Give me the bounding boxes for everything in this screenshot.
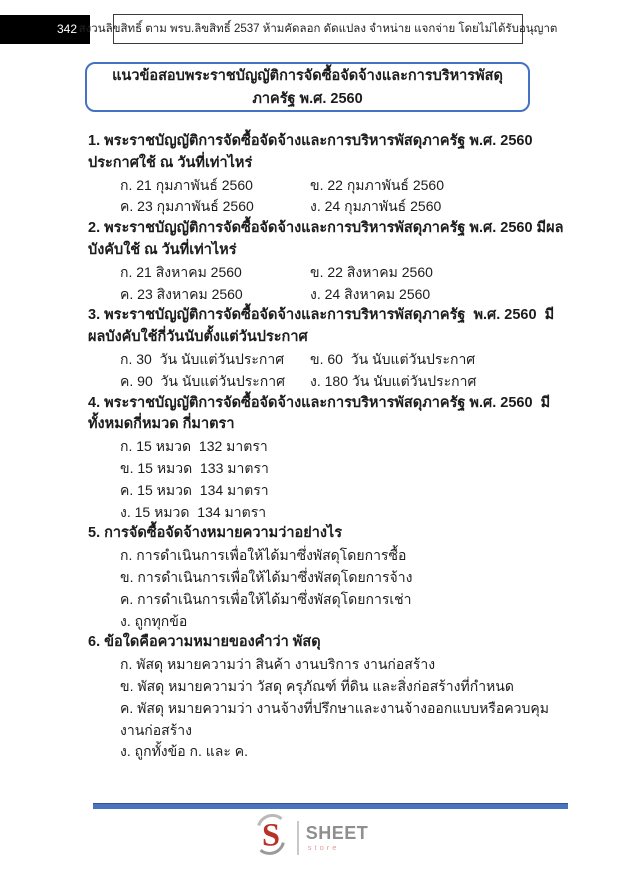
option-text: 180 วัน นับแต่วันประกาศ [324, 372, 477, 389]
option-text: 24 กุมภาพันธ์ 2560 [324, 198, 442, 215]
option-label: ก. [120, 176, 133, 193]
question-block [88, 305, 564, 392]
option-label: ข. [120, 459, 134, 476]
answer-option [120, 262, 310, 284]
copyright-notice-box [78, 14, 558, 44]
answer-option [310, 262, 564, 284]
answer-option [120, 458, 564, 480]
question-stem: 3. พระราชบัญญัติการจัดซื้อจัดจ้างและการบริหารพัสดุภาครัฐ พ.ศ. 2560 มีผลบังคับใช้กี่วันนับตั้งแต่วันประกาศ [88, 307, 555, 346]
svg-text:S: S [261, 816, 280, 853]
option-text: 22 สิงหาคม 2560 [327, 263, 433, 280]
answer-option [120, 436, 564, 458]
option-label: ก. [120, 547, 133, 564]
option-label: ค. [120, 481, 134, 498]
question-stem: 1. พระราชบัญญัติการจัดซื้อจัดจ้างและการบริหารพัสดุภาครัฐ พ.ศ. 2560 ประกาศใช้ ณ วันที่เท่าไหร่ [88, 133, 537, 171]
answer-option [120, 611, 564, 633]
question-options [88, 175, 564, 219]
option-label: ข. [310, 350, 324, 367]
footer-logo [0, 814, 620, 861]
option-text: 23 สิงหาคม 2560 [137, 285, 243, 302]
question-stem: 2. พระราชบัญญัติการจัดซื้อจัดจ้างและการบริหารพัสดุภาครัฐ พ.ศ. 2560 มีผลบังคับใช้ ณ วันที่เท่าไหร่ [88, 220, 564, 258]
answer-option [120, 545, 564, 567]
question-block [88, 131, 564, 218]
option-text: พัสดุ หมายความว่า สินค้า งานบริการ งานก่อสร้าง [136, 656, 436, 673]
question-stem: 5. การจัดซื้อจัดจ้างหมายความว่าอย่างไร [88, 525, 343, 542]
answer-option [120, 196, 310, 218]
answer-option [120, 654, 564, 676]
option-text: พัสดุ หมายความว่า วัสดุ ครุภัณฑ์ ที่ดิน และสิ่งก่อสร้างที่กำหนด [137, 677, 514, 694]
copyright-notice-text: สงวนลิขสิทธิ์ ตาม พรบ.ลิขสิทธิ์ 2537 ห้ามคัดลอก ดัดแปลง จำหน่าย แจกจ่าย โดยไม่ได้รับอนุญาต [78, 23, 558, 35]
option-label: ง. [120, 503, 131, 520]
option-text: การดำเนินการเพื่อให้ได้มาซึ่งพัสดุโดยการซื้อ [136, 547, 407, 564]
questions [88, 131, 564, 763]
page-number-tab [0, 15, 90, 44]
page-number: 342 [56, 22, 77, 36]
footer-divider-rule [93, 803, 568, 809]
option-text: 90 วัน นับแต่วันประกาศ [137, 372, 285, 389]
answer-option [120, 589, 564, 611]
answer-option [310, 196, 564, 218]
document-title: แนวข้อสอบพระราชบัญญัติการจัดซื้อจัดจ้างและการบริหารพัสดุภาครัฐ พ.ศ. 2560 [112, 68, 503, 107]
option-text: การดำเนินการเพื่อให้ได้มาซึ่งพัสดุโดยการจ้าง [137, 568, 413, 585]
answer-option [310, 175, 564, 197]
option-label: ค. [120, 198, 134, 215]
answer-option [120, 175, 310, 197]
sheet-store-s-mark-icon [252, 814, 290, 861]
question-block [88, 523, 564, 632]
answer-option [120, 502, 564, 524]
question-options [88, 349, 564, 393]
question-block [88, 218, 564, 305]
option-label: ง. [310, 285, 321, 302]
option-text: 22 กุมภาพันธ์ 2560 [327, 176, 444, 193]
answer-option [120, 741, 564, 763]
option-text: 15 หมวด 134 มาตรา [137, 481, 269, 498]
option-text: พัสดุ หมายความว่า งานจ้างที่ปรึกษาและงานจ้างออกแบบหรือควบคุมงานก่อสร้าง [120, 699, 549, 738]
option-label: ก. [120, 656, 133, 673]
question-stem: 4. พระราชบัญญัติการจัดซื้อจัดจ้างและการบริหารพัสดุภาครัฐ พ.ศ. 2560 มีทั้งหมดกี่หมวด กี่มาตรา [88, 394, 551, 433]
question-block [88, 393, 564, 524]
question-options [88, 262, 564, 306]
answer-option [120, 698, 564, 742]
option-label: ง. [310, 372, 321, 389]
answer-option [120, 284, 310, 306]
answer-option [120, 567, 564, 589]
option-text: ถูกทั้งข้อ ก. และ ค. [134, 743, 249, 760]
option-text: 24 สิงหาคม 2560 [324, 285, 431, 302]
question-block [88, 632, 564, 763]
option-label: ข. [310, 263, 324, 280]
option-label: ก. [120, 438, 133, 455]
option-label: ค. [120, 372, 134, 389]
option-label: ค. [120, 285, 134, 302]
answer-option [310, 371, 564, 393]
answer-option [120, 349, 310, 371]
brand-subtitle: store [307, 842, 340, 852]
option-text: 15 หมวด 133 มาตรา [137, 459, 269, 476]
answer-option [120, 676, 564, 698]
logo-divider [297, 821, 299, 855]
option-label: ก. [120, 263, 133, 280]
option-label: ข. [120, 677, 134, 694]
option-text: 15 หมวด 132 มาตรา [136, 438, 268, 455]
option-text: 30 วัน นับแต่วันประกาศ [136, 350, 285, 367]
option-label: ข. [120, 568, 134, 585]
option-text: 21 สิงหาคม 2560 [136, 263, 242, 280]
question-stem: 6. ข้อใดคือความหมายของคำว่า พัสดุ [88, 634, 321, 651]
document-title-box [85, 62, 530, 112]
answer-option [120, 371, 310, 393]
question-options [88, 436, 564, 523]
option-label: ก. [120, 350, 133, 367]
option-label: ค. [120, 590, 134, 607]
answer-option [310, 349, 564, 371]
option-label: ง. [120, 743, 131, 760]
option-text: ถูกทุกข้อ [134, 612, 188, 629]
question-options [88, 545, 564, 632]
answer-option [120, 480, 564, 502]
option-label: ข. [310, 176, 324, 193]
brand-name: SHEET [305, 822, 369, 843]
option-label: ง. [310, 198, 321, 215]
option-text: การดำเนินการเพื่อให้ได้มาซึ่งพัสดุโดยการเช่า [137, 590, 412, 607]
question-options [88, 654, 564, 763]
option-text: 21 กุมภาพันธ์ 2560 [136, 176, 253, 193]
option-text: 15 หมวด 134 มาตรา [134, 503, 267, 520]
option-label: ง. [120, 612, 131, 629]
option-label: ค. [120, 699, 134, 716]
answer-option [310, 284, 564, 306]
option-text: 23 กุมภาพันธ์ 2560 [137, 198, 254, 215]
option-text: 60 วัน นับแต่วันประกาศ [327, 350, 476, 367]
